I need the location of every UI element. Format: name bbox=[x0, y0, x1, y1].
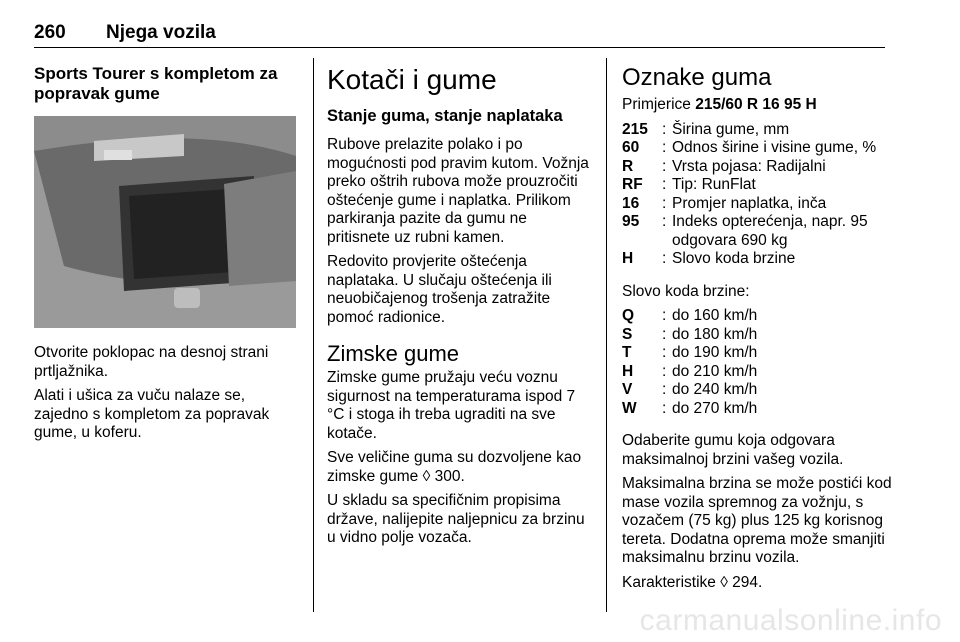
code-desc: Promjer naplatka, inča bbox=[672, 194, 827, 212]
paragraph: Alati i ušica za vuču nalaze se, zajedno s kompletom za popravak gume, u koferu. bbox=[34, 387, 270, 441]
code-sep: : bbox=[662, 381, 667, 398]
tire-code-table bbox=[622, 121, 892, 269]
code-desc: do 240 km/h bbox=[672, 381, 758, 398]
page-number: 260 bbox=[34, 22, 66, 43]
code-sep: : bbox=[662, 362, 667, 380]
example-label: Primjerice bbox=[622, 96, 691, 113]
code-key: R bbox=[622, 157, 634, 175]
code-key: H bbox=[622, 362, 634, 380]
paragraph: Karakteristike ◊ 294. bbox=[622, 573, 763, 591]
paragraph: Redovito provjerite oštećenja naplataka. U slučaju oštećenja ili neuobičajenog trošenja zatražite pomoć radionice. bbox=[327, 253, 552, 326]
section-title: Kotači i gume bbox=[327, 64, 497, 95]
code-sep: : bbox=[662, 139, 667, 156]
code-key: 95 bbox=[622, 213, 640, 230]
code-desc: Odnos širine i visine gume, % bbox=[672, 139, 877, 156]
watermark: carmanualsonline.info bbox=[639, 604, 942, 637]
code-desc: Slovo koda brzine bbox=[672, 250, 796, 267]
code-key: S bbox=[622, 325, 633, 343]
code-key: RF bbox=[622, 176, 643, 193]
code-desc: do 160 km/h bbox=[672, 307, 758, 324]
code-sep: : bbox=[662, 344, 667, 361]
code-desc: do 210 km/h bbox=[672, 362, 758, 380]
code-key: V bbox=[622, 381, 633, 398]
subsection-heading: Stanje guma, stanje naplataka bbox=[327, 107, 563, 125]
code-desc: Indeks opterećenja, napr. 95 odgovara 690 kg bbox=[672, 213, 868, 249]
column-3 bbox=[622, 64, 892, 598]
code-sep: : bbox=[662, 325, 667, 343]
subsection-title: Zimske gume bbox=[327, 341, 460, 366]
code-key: 60 bbox=[622, 139, 640, 156]
paragraph: Otvorite poklopac na desnoj strani prtljažnika. bbox=[34, 344, 269, 380]
paragraph: Zimske gume pružaju veću voznu sigurnost na temperaturama ispod 7 °C i stoga ih treba ugraditi na sve kotače. bbox=[327, 369, 576, 442]
code-desc: do 190 km/h bbox=[672, 344, 758, 361]
example-line bbox=[622, 96, 892, 115]
code-key: T bbox=[622, 344, 632, 361]
code-sep: : bbox=[662, 399, 667, 417]
code-key: Q bbox=[622, 307, 635, 324]
code-sep: : bbox=[662, 250, 667, 267]
section-heading: Sports Tourer s kompletom za popravak gume bbox=[34, 64, 278, 103]
column-divider-1 bbox=[313, 58, 314, 612]
code-sep: : bbox=[662, 157, 667, 175]
page-header bbox=[34, 22, 216, 44]
column-divider-2 bbox=[606, 58, 607, 612]
code-desc: Širina gume, mm bbox=[672, 120, 790, 138]
paragraph: Sve veličine guma su dozvoljene kao zimske gume ◊ 300. bbox=[327, 449, 582, 485]
code-desc: Vrsta pojasa: Radijalni bbox=[672, 157, 826, 175]
paragraph: U skladu sa specifičnim propisima države, nalijepite naljepnicu za brzinu u vidno polje vozača. bbox=[327, 492, 585, 546]
trunk-photo bbox=[34, 116, 296, 328]
code-sep: : bbox=[662, 307, 667, 324]
paragraph: Maksimalna brzina se može postići kod mase vozila spremnog za vožnju, s vozačem (75 kg) plus 125 kg korisnog tereta. Dodatna oprema može smanjiti maksimalnu brzinu vozila. bbox=[622, 475, 892, 566]
code-sep: : bbox=[662, 120, 667, 138]
header-rule bbox=[34, 47, 885, 48]
chapter-title: Njega vozila bbox=[106, 22, 216, 43]
example-value: 215/60 R 16 95 H bbox=[695, 96, 817, 113]
paragraph: Odaberite gumu koja odgovara maksimalnoj brzini vašeg vozila. bbox=[622, 432, 844, 468]
code-key: 215 bbox=[622, 120, 648, 138]
code-sep: : bbox=[662, 176, 667, 193]
code-key: 16 bbox=[622, 194, 640, 212]
code-key: H bbox=[622, 250, 634, 267]
code-key: W bbox=[622, 399, 637, 417]
column-2 bbox=[327, 64, 592, 554]
code-desc: do 270 km/h bbox=[672, 399, 758, 417]
code-desc: Tip: RunFlat bbox=[672, 176, 756, 193]
paragraph: Rubove prelazite polako i po mogućnosti pod pravim kutom. Vožnja preko oštrih rubova može prouzročiti oštećenje gume i naplatka. Prilikom parkiranja pazite da gumu ne pritisnete uz rubni kamen. bbox=[327, 136, 589, 246]
column-1 bbox=[34, 64, 296, 449]
code-desc: do 180 km/h bbox=[672, 325, 758, 343]
code-sep: : bbox=[662, 194, 667, 212]
code-sep: : bbox=[662, 213, 667, 230]
section-title: Oznake guma bbox=[622, 64, 772, 91]
speed-code-table bbox=[622, 307, 892, 418]
paragraph: Slovo koda brzine: bbox=[622, 282, 750, 300]
